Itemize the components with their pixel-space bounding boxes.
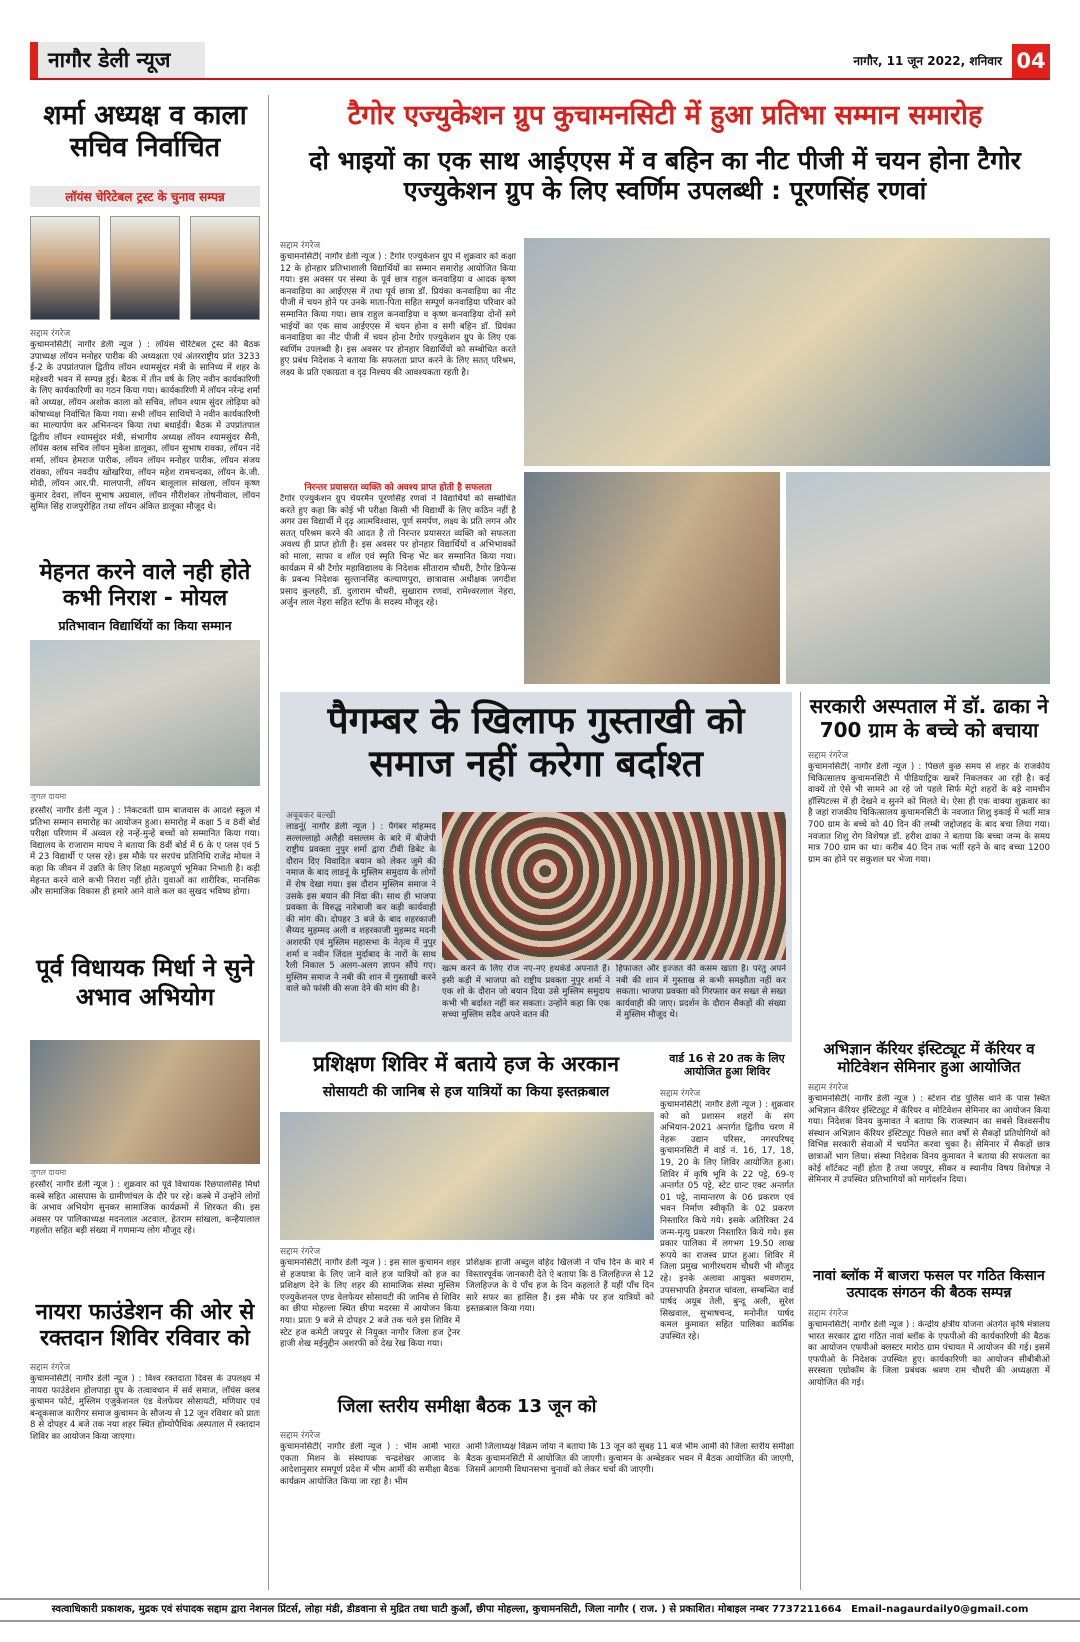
- byline: अबूबकर बल्खी: [286, 811, 336, 821]
- article-body: कुचामनसिटी( नागौर डेली न्यूज ) : विश्व रक्तदाता दिवस के उपलक्ष्य में नायरा फाउंडेशन होलपाड़ा ग्रुप के तत्वावधान में सर्व समाज, लॉयंस क्लब कुचामन फोर्ट, मुस्लिम एजुकेशनल एंड वेलफेयर सोसायटी, मणियार एवं बन्दूकसाज कारीगर समाज कुचामन के सौजन्य से 12 जून रविवार को प्रातः 8 से दोपहर 4 बजे तक नया शहर स्थित होम्योपैथिक अस्पताल में रक्तदान शिविर का आयोजन किया जाएगा।: [30, 1374, 260, 1442]
- byline: सद्दाम रंगरेज: [660, 1089, 701, 1099]
- headline: मेहनत करने वाले नही होते कभी निराश - मोयल: [39, 560, 251, 612]
- article-body: हरसौर( नागौर डेली न्यूज ) : निकटवर्ती ग्राम बाजवास के आदर्श स्कूल में प्रतिभा सम्मान समारोह का आयोजन हुआ। समारोह में कक्षा 5 व 8वीं बोर्ड परीक्षा परिणाम में अव्वल रहे नन्हें-मुन्हें बच्चों को सम्मानित किया गया। विद्यालय के राजाराम मायच ने बताया कि 8वीं बोर्ड में 6 के ए प्लस एवं 5 में 23 विद्यार्थी ए प्लस रहे। इस मौके पर सरपंच प्रतिनिधि राजेंद्र मोयल ने कहा कि जीवन में उन्नति के लिए शिक्षा महत्वपूर्ण भूमिका निभाती है। कड़ी मेहनत करने वाले कभी निराश नहीं होते। युवाओं का शारीरिक, मानसिक और सामाजिक विकास ही हमारे आने वाले कल का सुखद भविष्य होगा।: [30, 806, 260, 898]
- byline: सद्दाम रंगरेज: [280, 1431, 321, 1441]
- imprint-text: स्वत्वाधिकारी प्रकाशक, मुद्रक एवं संपादक सद्दाम द्वारा नेशनल प्रिंटर्स, लोहा मंडी, डीडवाना से मुद्रित तथा घाटी कुआँ, छीपा मोहल्ला, कुचामनसिटी, जिला नागौर ( राज. ) से प्रकाशित। मोबाइल नम्बर 7737211664: [51, 1604, 842, 1615]
- byline: सद्दाम रंगरेज: [808, 1309, 849, 1319]
- headline: जिला स्तरीय समीक्षा बैठक 13 जून को: [337, 1396, 597, 1417]
- subhead: सोसायटी की जानिब से हज यात्रियों का किया इस्तक़बाल: [322, 1084, 610, 1100]
- article-body: कुचामनसिटी( नागौर डेली न्यूज ) : केन्द्रीय क्षेत्रीय योजना अंतर्गत कृषि मंत्रालय भारत सरकार द्वारा गठित नावां ब्लॉक के एफपीओ की कार्यकारिणी की बैठक का आयोजन एफपीओ क्लस्टर मारोठ ग्राम पंचायत में आयोजन की गई। इसमें एफपीओ के निदेशक उपस्थित हुए। कार्यकारिणी का आयोजन सीबीबीओ सरस्वता एग्रोकॉम के जिला प्रबंधक श्रवण राम चौधरी की अध्यक्षता में आयोजित की गई।: [808, 1320, 1050, 1388]
- headline: सरकारी अस्पताल में डॉ. ढाका ने 700 ग्राम के बच्चे को बचाया: [809, 694, 1049, 742]
- ceremony-photo: [524, 238, 1050, 466]
- article-body: खत्म करने के लिए रोज नए-नए हथकंडे अपनाते हैं। इसी कड़ी में भाजपा को राष्ट्रीय प्रवक्ता नुपुर शर्मा ने एक शो के दौरान जो बयान दिया उसे मुस्लिम समुदाय कभी भी बर्दाश्त नहीं कर सकता। उन्होंने कहा कि एक सच्चा मुस्लिम सदैव अपने वतन की: [442, 964, 610, 1021]
- byline: सद्दाम रंगरेज: [30, 329, 71, 339]
- article-body: कुचामनसिटी( नागौर डेली न्यूज ) : शुक्रवार को को प्रशासन शहरों के संग अभियान-2021 अन्तर्गत द्वितीय चरण में नेहरू उद्यान परिसर, नगरपरिषद् कुचामनसिटी में वार्ड नं. 16, 17, 18, 19, 20 के लिए शिविर आयोजित हुआ। शिविर में कृषि भूमि के 22 पट्टे, 69-ए अन्तर्गत 05 पट्टे, स्टेट ग्रान्ट एक्ट अन्तर्गत 01 पट्टे, नामान्तरण के 06 प्रकरण एवं भवन निर्माण स्वीकृति के 02 प्रकरण निस्तारित किये गये। इसके अतिरिक्त 24 जन्म-मृत्यु प्रकरण निस्तारित किये गये। इस प्रकार पालिका में लगभग 19.50 लाख रूपये का राजस्व प्राप्त हुआ। शिविर में जिला प्रमुख भागीरथराम चौधरी भी मौजूद रहे। इनके अलावा आयुक्त श्रवणराम, उपसभापति हेमराज चांवला, सम्बन्धित वार्ड पार्षद अयूब तेली, बुन्दू अली, सुरेश सिखवाल, सुभाषचन्द, मनोनीत पार्षद कमल कुमावत सहित पालिका कार्मिक उपस्थित रहे।: [660, 1100, 794, 1342]
- article-body: कुचामनसिटी( नागौर डेली न्यूज ) : स्टेशन रोड पुलिस थाने के पास स्थित अभिज्ञान कॅरियर इंस्टिट्यूट में कॅरियर व मोटिवेशन सेमिनार का आयोजन किया गया। निदेशक विनय कुमावत ने बताया कि राजस्थान का सबसे विश्वसनीय संस्थान अभिज्ञान कॅरियर इंस्टिट्यूट पिछले सात वर्षों से सैकड़ों प्रतियोगियों को विभिन्न सरकारी सेवाओं में चयनित करवा चुका है। सेमिनार में सैकड़ों छात्र छात्राओं भाग लिया। संस्था निदेशक विनय कुमावत ने बताया की सफलता का कोई शॉर्टकट नहीं होता है तथा जयपुर, सीकर व स्थानीय विषय विशेषज्ञ ने सेमिनार में उपस्थित प्रतिभागियों को मार्गदर्शन दिया।: [808, 1094, 1050, 1186]
- headline: वार्ड 16 से 20 तक के लिए आयोजित हुआ शिविर: [669, 1052, 785, 1079]
- inline-subhead: निरन्तर प्रयासरत व्यक्ति को अवश्य प्राप्त होती है सफलता: [304, 483, 492, 493]
- article-body: हरसौर( नागौर डेली न्यूज ) : शुक्रवार को पूर्व विधायक रिछपालसिंह मिर्धा कस्बे सहित आसपास के ग्रामीणांचल के दौरे पर रहे। कस्बे में उन्होंने लोगों के अभाव अभियोग सुनकर सामाजिक कार्यक्रमों में शिरकत की। इस अवसर पर पालिकाध्यक्ष मदनलाल अटवाल, हेतराम सांखला, कन्हैयालाल गहलोत सहित बड़ी संख्या में गणमान्य लोग मौजूद रहे।: [30, 1180, 260, 1237]
- byline: सद्दाम रंगरेज: [280, 241, 321, 251]
- article-body: कुचामनसिटी( नागौर डेली न्यूज ) : भीम आर्मी भारत एकता मिशन के संस्थापक चन्द्रशेखर आजाद के आदेशानुसार समपूर्ण प्रदेश में भीम आर्मी की समीक्षा बैठक कार्यक्रम आयोजित किया जा रहा है। भीम: [280, 1442, 460, 1487]
- article-body: कुचामनसिटी( नागौर डेली न्यूज ) : इस साल कुचामन शहर से हजयात्रा के लिए जाने वाले हज यात्रियों को हज का प्रशिक्षण देने के लिए शहर की सामाजिक संस्था मुस्लिम एज्युकेशनल एण्ड वेलफेयर सोसायटी की जानिब से शिविर का छीपा मोहल्ला स्थित छीपा मदरसा में आयोजन किया गया। प्रातः 9 बजे से दोपहर 2 बजे तक चले इस शिविर में स्टेट हज कमेटी जयपुर से नियुक्त नागौर जिला हज ट्रेनर हाजी शेख मईनुद्दीन अशरफी को देख रेख किया गया।: [280, 1258, 460, 1350]
- center-headline: पैगम्बर के खिलाफ गुस्ताखी को समाज नहीं करेगा बर्दाश्त: [327, 699, 745, 785]
- headline: नावां ब्लॉक में बाजरा फसल पर गठित किसान उत्पादक संगठन की बैठक सम्पन्न: [813, 1268, 1045, 1301]
- headline: नायरा फाउंडेशन की ओर से रक्तदान शिविर रविवार को: [35, 1300, 255, 1352]
- masthead: नागौर डेली न्यूज: [30, 42, 205, 78]
- article-body: टैगोर एज्युकेशन ग्रुप चेयरमैन पूरणसिंह रणवां ने विद्यार्थियों को सम्बोधित करते हुए कहा कि कोई भी परीक्षा किसी भी विद्यार्थी के लिए कठिन नहीं है अगर उस विद्यार्थी में दृढ़ आत्मविश्वास, पूर्ण समर्पण, लक्ष्य के प्रति लगन और सतत् परिश्रम करने की आदत है तो निरन्तर प्रयासरत व्यक्ति को सफलता अवश्य ही प्राप्त होती है। इस अवसर पर होनहार विद्यार्थियों व अभिभावकों को माला, साफा व शॉल एवं स्मृति चिन्ह भेंट कर सम्मानित किया गया। कार्यक्रम में श्री टैगोर महाविद्यालय के निदेशक सीताराम चौधरी, टैगोर डिफेन्स के प्रबन्ध निदेशक सुल्तानसिंह कल्याणपुरा, छात्रावास अधीक्षक जगदीश प्रसाद कुलहरी, डॉ. दुलाराम चौधरी, सुखाराम रणवां, रामेश्वरलाल नेहरा, अर्जुन लाल नेहरा सहित स्टॉफ के सदस्य मौजूद रहे।: [280, 494, 516, 609]
- top-headline: टैगोर एज्युकेशन ग्रुप कुचामनसिटी में हुआ प्रतिभा सम्मान समारोह: [347, 100, 983, 131]
- portrait-photo: [30, 216, 100, 320]
- headline: पूर्व विधायक मिर्धा ने सुने अभाव अभियोग: [36, 954, 254, 1011]
- subhead: लॉयंस चेरिटेबल ट्रस्ट के चुनाव सम्पन्न: [30, 186, 260, 207]
- top-subhead: दो भाइयों का एक साथ आईएएस में व बहिन का नीट पीजी में चयन होना टैगोर एज्युकेशन ग्रुप के लिए स्वर्णिम उपलब्धी : पूरणसिंह रणवां: [309, 146, 1021, 205]
- byline: सद्दाम रंगरेज: [808, 1083, 849, 1093]
- event-photo: [30, 640, 260, 786]
- headline: शर्मा अध्यक्ष व काला सचिव निर्वाचित: [43, 100, 247, 164]
- portrait-photo: [110, 216, 180, 320]
- byline: सद्दाम रंगरेज: [808, 751, 849, 761]
- portrait-photo: [190, 216, 260, 320]
- article-body: लाडनूं( नागौर डेली न्यूज ) : पैगंबर मोहम्मद सल्लल्लाहो अलैही वसल्लम के बारे में बीजेपी राष्ट्रीय प्रवक्ता नुपुर शर्मा द्वारा टीवी डिबेट के दौरान दिए विवादित बयान को लेकर जुमे की नमाज के बाद लाडनूं के मुस्लिम समुदाय के लोगों में रोष देखा गया। इस दौरान मुस्लिम समाज ने उसके इस बयान की निंदा की। साथ ही भाजपा प्रवक्ता के विरुद्ध नारेबाजी कर कड़ी कार्यवाही की मांग की। दोपहर 3 बजे के बाद शहरकाजी सैय्यद मुहम्मद अली व शहरकाजी मुहम्मद मदनी अशरफी एवं मुस्लिम महासभा के नेतृत्व में नुपुर शर्मा व नवीन जिंदल मुर्दाबाद के नारों के साथ रैली निकाल 5 अलग-अलग ज्ञापन सौंपे गए। मुस्लिम समाज ने नबी की शान में गुस्ताखी करने वाले को फांसी की सजा देने की मांग की है।: [286, 822, 436, 995]
- article-body: प्रशिक्षक हाजी अब्दुल वहिद खिलजी ने पाँच दिन के बारे में विस्तारपूर्वक जानकारी देते ऐ बताया कि 8 जिलहिज्ज से 12 जिलहिज्ज के ये पाँच हज के दिन कहलाते हैं यहीं पाँच दिन सारे सफर का हासिल हैं। इस मौके पर हज यात्रियों को इस्तक़बाल किया गया।: [466, 1258, 654, 1315]
- article-body: हिफाजत और इज्जत की कसम खाता है। परंतु अपने नबी की शान में गुस्ताख से कभी समझौता नहीं कर सकता। भाजपा प्रवक्ता को गिरफ्तार कर सख्त से सख्त कार्यवाही की जाए। प्रदर्शन के दौरान सैकड़ों की संख्या में मुस्लिम मौजूद थे।: [616, 964, 786, 1021]
- subhead: प्रतिभावान विद्यार्थियों का किया सम्मान: [58, 618, 232, 633]
- dateline: नागौर, 11 जून 2022, शनिवार: [853, 54, 1002, 68]
- article-body: आर्मी जिलाध्यक्ष विक्रम जोया ने बताया कि 13 जून को सुबह 11 बजे भीम आर्मी की जिला स्तरीय समीक्षा बैठक कुचामनसिटी में आयोजित की जाएगी। कुचामन के अम्बेडकर भवन में बैठक आयोजित की जाएगी, जिसमें आगामी विधानसभा चुनावों को लेकर चर्चा की जाएगी।: [466, 1442, 794, 1476]
- protest-crowd-photo: [442, 812, 786, 960]
- column-divider: [800, 692, 801, 1590]
- imprint-footer: [0, 1598, 1080, 1622]
- training-camp-photo: [280, 1112, 654, 1240]
- column-divider: [268, 95, 269, 1590]
- photo-credit: जुगल दायमा: [30, 792, 67, 801]
- article-body: कुचामनसिटी( नागौर डेली न्यूज ) : टैगोर एज्युकेशन ग्रुप में शुक्रवार को कक्षा 12 के होनहार प्रतिभाशाली विद्यार्थियों का सम्मान समारोह आयोजित किया गया। इस अवसर पर संस्था के पूर्व छात्र राहुल कनवाड़िया व आदक कृष्ण कनवाड़िया का आईएएस में तथा पूर्व छात्रा डॉ. प्रियंका कनवाड़िया का नीट पीजी में चयन होने पर उनके माता-पिता सहित सम्पूर्ण कनवाड़िया परिवार को सम्मानित किया गया। छात्र राहुल कनवाड़िया व कृष्ण कनवाड़िया दोनों सगे भाईयों का एक साथ आईएएस में चयन होना व सगी बहिन डॉ. प्रियंका कनवाड़िया का नीट पीजी में चयन होना टैगोर एज्युकेशन ग्रुप के लिए एक स्वर्णिम उपलब्धी है। इस अवसर पर होनहार विद्यार्थियों को सम्बोधित करते हुए प्रबंध निदेशक ने बताया कि सफलता प्राप्त करने के लिए सतत् परिश्रम, लक्ष्य के प्रति एकाग्रता व दृढ़ निश्चय की आवश्यकता रहती है।: [280, 252, 516, 378]
- article-body: कुचामनसिटी( नागौर डेली न्यूज ) : पिछले कुछ समय से शहर के राजकीय चिकित्सालय कुचामनसिटी में पीडियाट्रिक खबरें निकलकर आ रही है। कई वाक्यें तो ऐसे भी सामने आ रहे जो पहले सिर्फ मेट्रो शहरों के बड़े नामचीन हॉस्पिटल्स में ही देखने व सुनने को मिलते थे। ऐसा ही एक वाक्या शुक्रवार का है जहां राजकीय चिकित्सालय कुचामनसिटी के नवजात शिशु इकाई में भर्ती मात्र 700 ग्राम के बच्चे को 40 दिन की लम्बी जद्दोजहद के बाद बचा लिया गया। नवजात शिशु रोग विशेषज्ञ डॉ. हरीश ढाका ने बताया कि बच्चा जन्म के समय मात्र 700 ग्राम का था। करीब 40 दिन तक भर्ती रहने के बाद बच्चा 1200 ग्राम का होने पर सकुशल घर भेजा गया।: [808, 762, 1050, 865]
- headline: प्रशिक्षण शिविर में बताये हज के अरकान: [312, 1052, 620, 1076]
- contact-email: Email-nagaurdaily0@gmail.com: [851, 1604, 1029, 1615]
- event-photo: [30, 1040, 260, 1164]
- photo-credit: जुगल दायमा: [30, 1168, 67, 1177]
- felicitation-photo: [524, 472, 780, 684]
- page-number: 04: [1012, 44, 1050, 78]
- byline: सद्दाम रंगरेज: [30, 1363, 71, 1373]
- article-body: कुचामनसिटी( नागौर डेली न्यूज ) : लॉयंस चेरिटेबल ट्रस्ट की बैठक उपाध्यक्ष लॉयन मनोहर पारीक की अध्यक्षता एवं अंतरराष्ट्रीय प्रांत 3233 ई-2 के उपप्रांतपाल द्वितीय लॉयन श्यामसुंदर मंत्री के सानिध्य में शहर के महेश्वरी भवन में सम्पन्न हुई। बैठक में तीन वर्ष के लिए नवीन कार्यकारिणी के लिए कार्यकारिणी का गठन किया गया। कार्यकारिणी में लॉयन नरेन्द्र शर्मा को अध्यक्ष, लॉयन अशोक काला को सचिव, लॉयन श्याम सुंदर लोढ़िया को कोषाध्यक्ष निर्वाचित किया गया। सभी लॉयन साथियों ने नवीन कार्यकारिणी का माल्यार्पण कर अभिनन्दन किया तथा बधाईदी। बैठक में उपप्रांतपाल द्वितीय लॉयन श्यामसुंदर मंत्री, संभागीय अध्यक्ष लॉयन श्यामसुंदर सैनी, लॉयंस क्लब सचिव लॉयन मुकेश डालूका, लॉयन सुभाष रावका, लॉयन नंदे शर्मा, लॉयन हेमराज पारीक, लॉयन लॉयन मनोहर पारीक, लॉयन संजय रांवका, लॉयन नवदीप खोखरिया, लॉयन महेश रामचन्दका, लॉयन के.जी. मोदी, लॉयन आर.पी. मालपानी, लॉयन बालूलाल सांखला, लॉयन कृष्ण कुमार देवरा, लॉयन सुभाष अग्रवाल, लॉयन गौरीशंकर तोषनीवाल, लॉयन सुमित सिंह राजपुरोहित तथा लॉयन अंकित डालूका मौजूद थे।: [30, 340, 260, 513]
- felicitation-photo: [786, 472, 1050, 684]
- byline: सद्दाम रंगरेज: [280, 1247, 321, 1257]
- headline: अभिज्ञान कॅरियर इंस्टिट्यूट में कॅरियर व मोटिवेशन सेमिनार हुआ आयोजित: [823, 1040, 1035, 1076]
